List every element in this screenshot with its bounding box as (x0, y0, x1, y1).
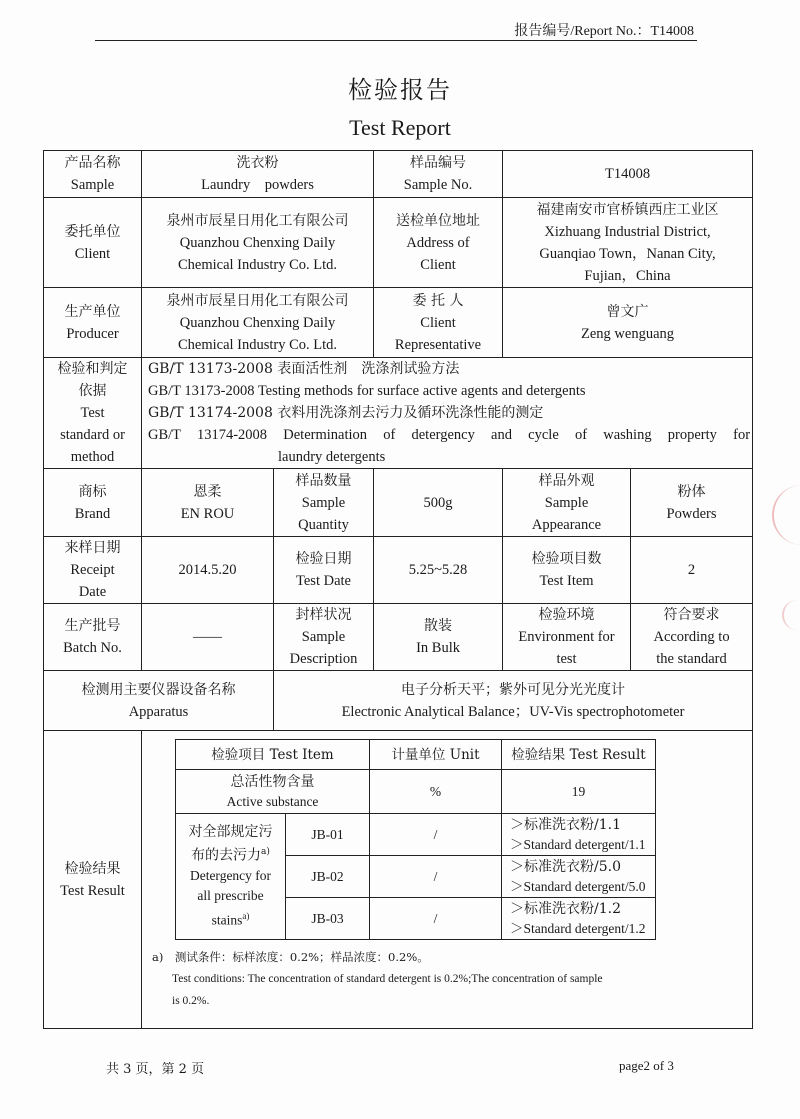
receipt-label-cn: 来样日期 (64, 540, 121, 556)
producer-label-cn: 生产单位 (64, 303, 121, 320)
test-date: 5.25~5.28 (374, 537, 503, 604)
environment-label (503, 604, 631, 671)
apparatus-value-en: Electronic Analytical Balance；UV-Vis spectrophotometer (341, 703, 685, 720)
brand-label-en: Brand (74, 505, 111, 522)
rep-label-cn: 委 托 人 (412, 292, 464, 309)
client-address-en3: Fujian，China (584, 267, 671, 284)
standard-line-4: GB/T 13174-2008 Determination of detergency and cycle of washing property for (148, 427, 751, 443)
test-item-count: 2 (631, 537, 753, 604)
footnote-marker: a) (242, 911, 250, 922)
appearance-value-en: Powders (666, 505, 717, 522)
client-label-en: Client (74, 245, 111, 262)
sample-no-value: T14008 (503, 151, 753, 198)
test-item-label-en: Test Item (539, 573, 594, 589)
client-value-cn: 泉州市辰星日用化工有限公司 (166, 212, 349, 229)
receipt-date: 2014.5.20 (142, 537, 274, 604)
rep-value-cn: 曾文广 (606, 303, 649, 320)
standard-label-en1: Test (80, 405, 105, 421)
environment-value (631, 604, 753, 671)
receipt-label-en2: Date (78, 584, 107, 600)
description-value-en: In Bulk (416, 640, 460, 656)
quantity-label-cn: 样品数量 (295, 472, 352, 489)
jb-03-unit: / (370, 898, 502, 940)
client-address-cn: 福建南安市官桥镇西庄工业区 (536, 201, 719, 218)
note-en2: is 0.2%. (172, 995, 210, 1007)
jb-03-result-cn: ＞标准洗衣粉/1.2 (510, 900, 621, 917)
standard-label-cn1: 检验和判定 (57, 361, 128, 377)
client-address-en2: Guanqiao Town，Nanan City, (539, 245, 716, 262)
jb-02-result (502, 856, 656, 898)
test-item-label-cn: 检验项目数 (531, 551, 602, 567)
results-header-row (176, 740, 656, 770)
jb-03-code: JB-03 (286, 898, 370, 940)
receipt-row (44, 537, 753, 604)
note-cn: a) 测试条件：标样浓度：0.2%；样品浓度：0.2%。 (152, 950, 429, 964)
header-divider (95, 40, 697, 41)
producer-row (44, 288, 753, 358)
apparatus-value-cn: 电子分析天平；紫外可见分光光度计 (401, 681, 626, 698)
client-address (503, 198, 753, 288)
result-label (44, 731, 142, 1029)
apparatus-label-cn: 检测用主要仪器设备名称 (81, 681, 236, 698)
rep-label-en1: Client (420, 314, 456, 331)
page-count-cn: 共 3 页，第 2 页 (106, 1062, 205, 1077)
client-representative (503, 288, 753, 358)
quantity-label-en1: Sample (301, 494, 346, 511)
jb-02-code: JB-02 (286, 856, 370, 898)
client-label (44, 198, 142, 288)
batch-label-cn: 生产批号 (64, 618, 121, 634)
description-value-cn: 散装 (424, 618, 453, 634)
receipt-label (44, 537, 142, 604)
header-test-item: 检验项目 Test Item (176, 740, 370, 770)
description-label-cn: 封样状况 (295, 607, 352, 623)
client-value-en2: Chemical Industry Co. Ltd. (177, 256, 338, 273)
producer-value-en1: Quanzhou Chenxing Daily (179, 314, 336, 331)
sample-value (142, 151, 374, 198)
test-conditions-note (152, 946, 752, 1012)
jb-01-result (502, 814, 656, 856)
appearance-value-cn: 粉体 (677, 483, 706, 500)
appearance-label (503, 469, 631, 537)
report-number: 报告编号/Report No.：T14008 (514, 24, 694, 39)
rep-value-en: Zeng wenguang (581, 325, 675, 342)
batch-row (44, 604, 753, 671)
description-label-en1: Sample (301, 629, 346, 645)
test-date-label (274, 537, 374, 604)
sample-no-label-cn: 样品编号 (410, 155, 467, 171)
test-date-label-cn: 检验日期 (295, 551, 352, 567)
client-address-label-cn: 送检单位地址 (396, 212, 481, 229)
detergency-label-cn2: 布的去污力 (191, 848, 262, 865)
brand-value-cn: 恩柔 (193, 483, 222, 500)
apparatus-row (44, 671, 753, 731)
standard-line-2: GB/T 13173-2008 Testing methods for surface active agents and detergents (148, 383, 586, 399)
sample-row (44, 151, 753, 198)
title-english: Test Report (349, 115, 451, 140)
apparatus-label (44, 671, 274, 731)
active-substance-name (176, 770, 370, 814)
client-address-en1: Xizhuang Industrial District, (544, 223, 711, 240)
sample-no-label (374, 151, 503, 198)
standard-label-en2: standard or (60, 427, 125, 443)
environment-value-en1: According to (653, 629, 730, 645)
detergency-label-en2: all prescribe (197, 888, 264, 904)
producer-value-en2: Chemical Industry Co. Ltd. (177, 336, 338, 353)
detergency-label-en3: stains (211, 912, 243, 928)
jb-01-result-cn: ＞标准洗衣粉/1.1 (510, 816, 621, 833)
brand-value (142, 469, 274, 537)
detergency-label (176, 814, 286, 940)
sample-value-cn: 洗衣粉 (236, 155, 279, 171)
batch-no: —— (142, 604, 274, 671)
header-unit: 计量单位 Unit (370, 740, 502, 770)
quantity-label-en2: Quantity (298, 516, 349, 533)
sample-label-cn: 产品名称 (64, 155, 121, 171)
standard-line-5: laundry detergents (278, 449, 386, 465)
sample-value-en: Laundry powders (201, 177, 314, 193)
title-chinese: 检验报告 (348, 76, 452, 104)
result-row (44, 731, 753, 1029)
appearance-value (631, 469, 753, 537)
jb-01-unit: / (370, 814, 502, 856)
brand-label (44, 469, 142, 537)
active-substance-row (176, 770, 656, 814)
seal-edge-mark (772, 485, 800, 545)
brand-row (44, 469, 753, 537)
jb-01-result-en: ＞Standard detergent/1.1 (510, 836, 646, 852)
jb-02-result-en: ＞Standard detergent/5.0 (510, 878, 646, 894)
jb-02-unit: / (370, 856, 502, 898)
detergency-row-1 (176, 814, 656, 856)
jb-03-result-en: ＞Standard detergent/1.2 (510, 920, 646, 936)
results-table (175, 739, 656, 940)
detergency-label-cn1: 对全部规定污 (188, 824, 273, 841)
receipt-label-en1: Receipt (70, 562, 115, 578)
environment-value-en2: the standard (656, 651, 727, 667)
jb-02-result-cn: ＞标准洗衣粉/5.0 (510, 858, 621, 875)
standard-row (44, 358, 753, 469)
seal-edge-mark (782, 600, 800, 630)
rep-label-en2: Representative (394, 336, 482, 353)
producer-label-en: Producer (66, 325, 119, 342)
result-label-cn: 检验结果 (64, 860, 121, 877)
quantity-value: 500g (374, 469, 503, 537)
standard-label-cn2: 依据 (78, 383, 107, 399)
footnote-marker: a) (261, 847, 270, 858)
brand-value-en: EN ROU (180, 505, 235, 522)
standard-value (142, 358, 753, 469)
sample-description-label (274, 604, 374, 671)
producer-value-cn: 泉州市辰星日用化工有限公司 (166, 292, 349, 309)
client-value (142, 198, 374, 288)
sample-label-en: Sample (70, 177, 115, 193)
appearance-label-en1: Sample (544, 494, 589, 511)
result-label-en: Test Result (60, 882, 125, 899)
batch-label (44, 604, 142, 671)
appearance-label-en2: Appearance (531, 516, 602, 533)
active-unit: % (370, 770, 502, 814)
client-address-label (374, 198, 503, 288)
note-en1: Test conditions: The concentration of standard detergent is 0.2%;The concentration of sample (172, 973, 603, 985)
client-representative-label (374, 288, 503, 358)
test-item-label (503, 537, 631, 604)
brand-label-cn: 商标 (78, 483, 107, 500)
environment-label-cn: 检验环境 (538, 607, 595, 623)
header-test-result: 检验结果 Test Result (502, 740, 656, 770)
jb-01-code: JB-01 (286, 814, 370, 856)
active-name-cn: 总活性物含量 (230, 773, 315, 790)
environment-label-en2: test (556, 651, 577, 667)
client-address-label-en2: Client (420, 256, 456, 273)
apparatus-value (274, 671, 753, 731)
sample-no-label-en: Sample No. (403, 177, 473, 193)
batch-label-en: Batch No. (63, 640, 122, 656)
page-count-en: page2 of 3 (619, 1058, 674, 1073)
quantity-label (274, 469, 374, 537)
client-row (44, 198, 753, 288)
standard-line-3: GB/T 13174-2008 衣料用洗涤剂去污力及循环洗涤性能的测定 (148, 405, 544, 421)
client-address-label-en1: Address of (406, 234, 470, 251)
active-value: 19 (502, 770, 656, 814)
client-label-cn: 委托单位 (64, 223, 121, 240)
result-content (142, 731, 753, 1029)
detergency-label-en1: Detergency for (189, 868, 272, 884)
standard-line-1: GB/T 13173-2008 表面活性剂 洗涤剂试验方法 (148, 361, 460, 377)
producer-label (44, 288, 142, 358)
report-table (43, 150, 753, 1029)
sample-description (374, 604, 503, 671)
client-value-en1: Quanzhou Chenxing Daily (179, 234, 336, 251)
jb-03-result (502, 898, 656, 940)
environment-value-cn: 符合要求 (663, 607, 720, 623)
producer-value (142, 288, 374, 358)
environment-label-en1: Environment for (518, 629, 615, 645)
standard-label (44, 358, 142, 469)
sample-label (44, 151, 142, 198)
appearance-label-cn: 样品外观 (538, 472, 595, 489)
apparatus-label-en: Apparatus (128, 703, 189, 720)
description-label-en2: Description (289, 651, 358, 667)
test-date-label-en: Test Date (296, 573, 351, 589)
active-name-en: Active substance (226, 793, 319, 809)
standard-label-en3: method (70, 449, 115, 465)
